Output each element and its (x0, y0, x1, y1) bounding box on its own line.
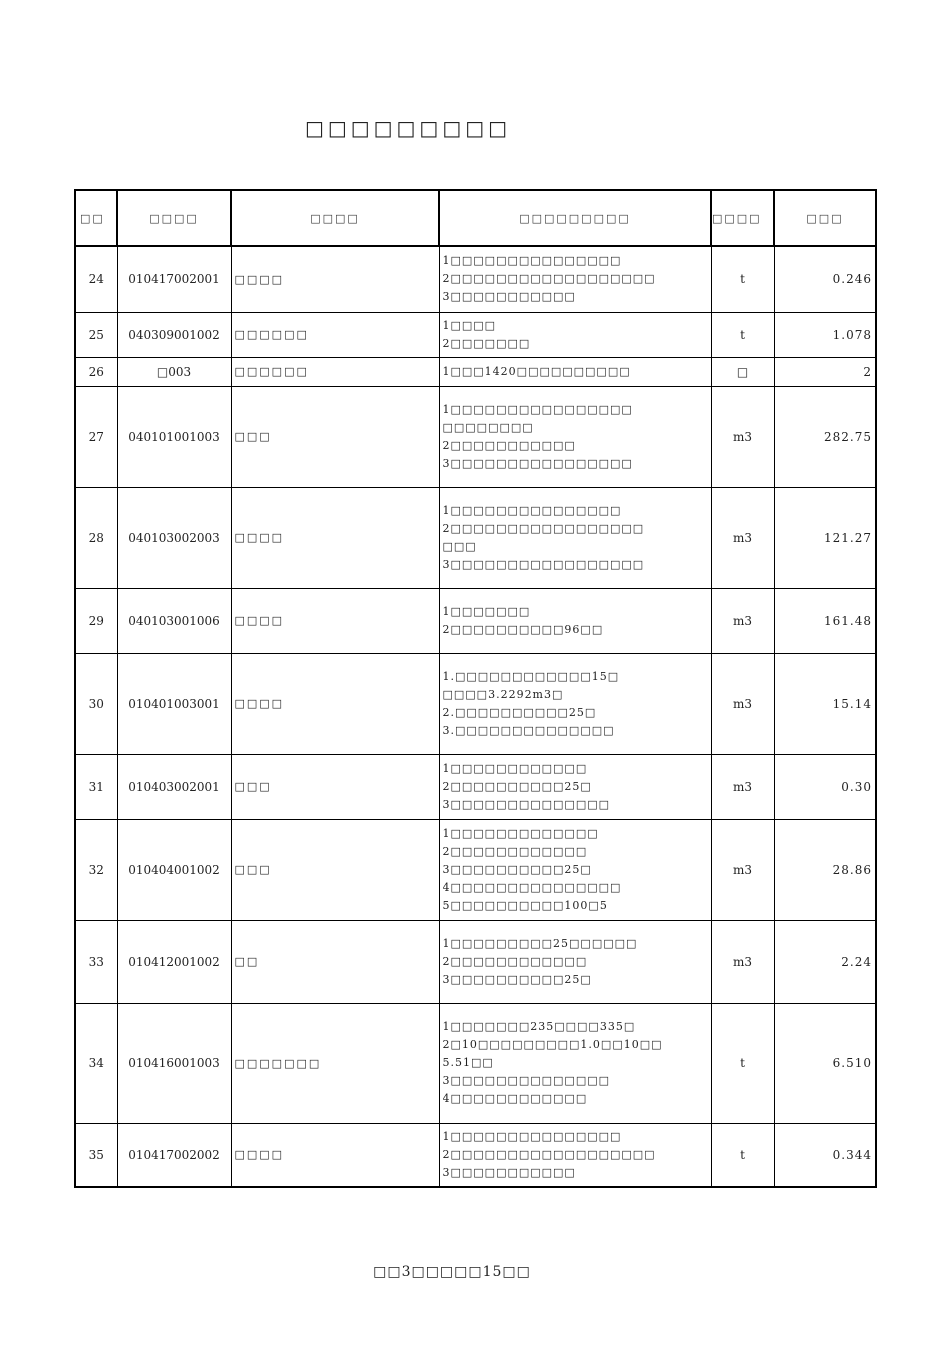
description-line: 1□□□□□□□□□□□□□□□ (442, 503, 622, 517)
table-row (75, 754, 876, 819)
item-name: □□□ (231, 386, 439, 487)
description-line: 2□10□□□□□□□□□1.0□□10□□ (442, 1038, 663, 1051)
item-code: 010417002001 (117, 246, 231, 312)
item-code: 010403002001 (117, 754, 231, 819)
table-row (75, 312, 876, 357)
item-quantity: 161.48 (774, 588, 876, 653)
description-line: 1□□□□□□□ (442, 604, 531, 618)
description-line: 2□□□□□□□□□□□□ (442, 844, 588, 858)
item-quantity: 121.27 (774, 487, 876, 588)
row-index: 31 (75, 754, 117, 819)
description-line: 1□□□□□□□□□□□□□□□□ (442, 402, 633, 416)
description-line: 2□□□□□□□□□□□□ (442, 954, 588, 968)
description-line: □□□ (442, 539, 477, 553)
table-row (75, 487, 876, 588)
description-line: 1□□□□□□□□□□□□□□□ (442, 254, 622, 268)
item-name: □□ (231, 920, 439, 1003)
item-unit: m3 (711, 487, 774, 588)
item-code: 010404001002 (117, 819, 231, 920)
item-code: 010412001002 (117, 920, 231, 1003)
item-description (439, 754, 711, 819)
description-line: 2□□□□□□□ (442, 336, 531, 350)
table-body (75, 246, 876, 1187)
item-code: □003 (117, 357, 231, 386)
description-line: 3□□□□□□□□□□□□□□□□□ (442, 557, 645, 571)
description-line: 2□□□□□□□□□□□□□□□□□□ (442, 1147, 656, 1161)
item-name: □□□ (231, 754, 439, 819)
item-description (439, 386, 711, 487)
description-line: □□□□□□□□ (442, 420, 534, 434)
description-line: 3□□□□□□□□□□25□ (442, 972, 592, 986)
table-row (75, 246, 876, 312)
row-index: 26 (75, 357, 117, 386)
item-unit: m3 (711, 920, 774, 1003)
item-code: 040103001006 (117, 588, 231, 653)
item-quantity: 6.510 (774, 1003, 876, 1123)
item-description (439, 357, 711, 386)
item-description (439, 1003, 711, 1123)
item-description (439, 246, 711, 312)
item-unit: t (711, 312, 774, 357)
header-unit: □□□□ (711, 190, 774, 246)
row-index: 28 (75, 487, 117, 588)
description-line: 2□□□□□□□□□□96□□ (442, 622, 604, 636)
header-code: □□□□ (117, 190, 231, 246)
item-name: □□□□□□ (231, 357, 439, 386)
description-line: 4□□□□□□□□□□□□ (442, 1092, 588, 1105)
item-name: □□□□ (231, 588, 439, 653)
description-line: 2□□□□□□□□□□25□ (442, 779, 592, 793)
item-unit: m3 (711, 754, 774, 819)
item-quantity: 2 (774, 357, 876, 386)
description-line: 3□□□□□□□□□□□ (442, 1165, 576, 1179)
description-line: 2.□□□□□□□□□□25□ (442, 705, 597, 719)
description-line: 3.□□□□□□□□□□□□□□ (442, 723, 615, 737)
table-row (75, 588, 876, 653)
item-name: □□□□ (231, 1123, 439, 1187)
page-title: □□□□□□□□□ (304, 116, 512, 140)
item-description (439, 312, 711, 357)
description-line: 5.51□□ (442, 1056, 494, 1069)
item-quantity: 0.344 (774, 1123, 876, 1187)
item-unit: t (711, 246, 774, 312)
header-name: □□□□ (231, 190, 439, 246)
item-name: □□□□ (231, 246, 439, 312)
table-row (75, 920, 876, 1003)
description-line: 2□□□□□□□□□□□□□□□□□ (442, 521, 645, 535)
item-code: 010401003001 (117, 653, 231, 754)
description-line: 3□□□□□□□□□□□ (442, 290, 576, 304)
table-header-row (75, 190, 876, 246)
row-index: 24 (75, 246, 117, 312)
item-unit: t (711, 1003, 774, 1123)
item-unit: t (711, 1123, 774, 1187)
header-description: □□□□□□□□□ (439, 190, 711, 246)
item-quantity: 2.24 (774, 920, 876, 1003)
page-footer: □□3□□□□□15□□ (373, 1264, 531, 1280)
item-code: 040103002003 (117, 487, 231, 588)
description-line: 1□□□□□□□□□□□□□ (442, 826, 599, 840)
description-line: 3□□□□□□□□□□25□ (442, 862, 592, 876)
item-name: □□□ (231, 819, 439, 920)
table-row (75, 386, 876, 487)
description-line: 1□□□□□□□□□□□□□□□ (442, 1129, 622, 1143)
item-name: □□□□□□□ (231, 1003, 439, 1123)
item-code: 010416001003 (117, 1003, 231, 1123)
row-index: 35 (75, 1123, 117, 1187)
description-line: 3□□□□□□□□□□□□□□ (442, 1074, 611, 1087)
item-description (439, 819, 711, 920)
item-name: □□□□□□ (231, 312, 439, 357)
table-row (75, 357, 876, 386)
description-line: 3□□□□□□□□□□□□□□ (442, 797, 611, 811)
item-description (439, 1123, 711, 1187)
item-unit: m3 (711, 819, 774, 920)
item-quantity: 15.14 (774, 653, 876, 754)
description-line: 2□□□□□□□□□□□ (442, 438, 576, 452)
item-quantity: 28.86 (774, 819, 876, 920)
description-line: 1□□□1420□□□□□□□□□□ (442, 364, 631, 378)
header-quantity: □□□ (774, 190, 876, 246)
item-unit: m3 (711, 653, 774, 754)
table-row (75, 1003, 876, 1123)
description-line: 1□□□□□□□□□25□□□□□□ (442, 936, 638, 950)
description-line: 1.□□□□□□□□□□□□15□ (442, 669, 620, 683)
item-description (439, 653, 711, 754)
description-line: 1□□□□ (442, 318, 497, 332)
item-code: 040309001002 (117, 312, 231, 357)
item-code: 010417002002 (117, 1123, 231, 1187)
description-line: 2□□□□□□□□□□□□□□□□□□ (442, 272, 656, 286)
table-row (75, 653, 876, 754)
item-name: □□□□ (231, 653, 439, 754)
item-code: 040101001003 (117, 386, 231, 487)
header-index: □□ (75, 190, 117, 246)
description-line: 5□□□□□□□□□□100□5 (442, 898, 608, 912)
item-quantity: 1.078 (774, 312, 876, 357)
item-description (439, 920, 711, 1003)
row-index: 32 (75, 819, 117, 920)
item-description (439, 487, 711, 588)
item-unit: m3 (711, 386, 774, 487)
description-line: 3□□□□□□□□□□□□□□□□ (442, 456, 633, 470)
description-line: 4□□□□□□□□□□□□□□□ (442, 880, 622, 894)
row-index: 27 (75, 386, 117, 487)
bill-of-quantities-table (74, 189, 877, 1188)
item-quantity: 0.30 (774, 754, 876, 819)
item-description (439, 588, 711, 653)
row-index: 25 (75, 312, 117, 357)
row-index: 33 (75, 920, 117, 1003)
item-quantity: 0.246 (774, 246, 876, 312)
description-line: □□□□3.2292m3□ (442, 687, 564, 701)
description-line: 1□□□□□□□□□□□□ (442, 761, 588, 775)
item-unit: m3 (711, 588, 774, 653)
item-quantity: 282.75 (774, 386, 876, 487)
row-index: 34 (75, 1003, 117, 1123)
table-row (75, 819, 876, 920)
item-unit: □ (711, 357, 774, 386)
row-index: 29 (75, 588, 117, 653)
description-line: 1□□□□□□□235□□□□335□ (442, 1020, 636, 1033)
table-row (75, 1123, 876, 1187)
row-index: 30 (75, 653, 117, 754)
item-name: □□□□ (231, 487, 439, 588)
